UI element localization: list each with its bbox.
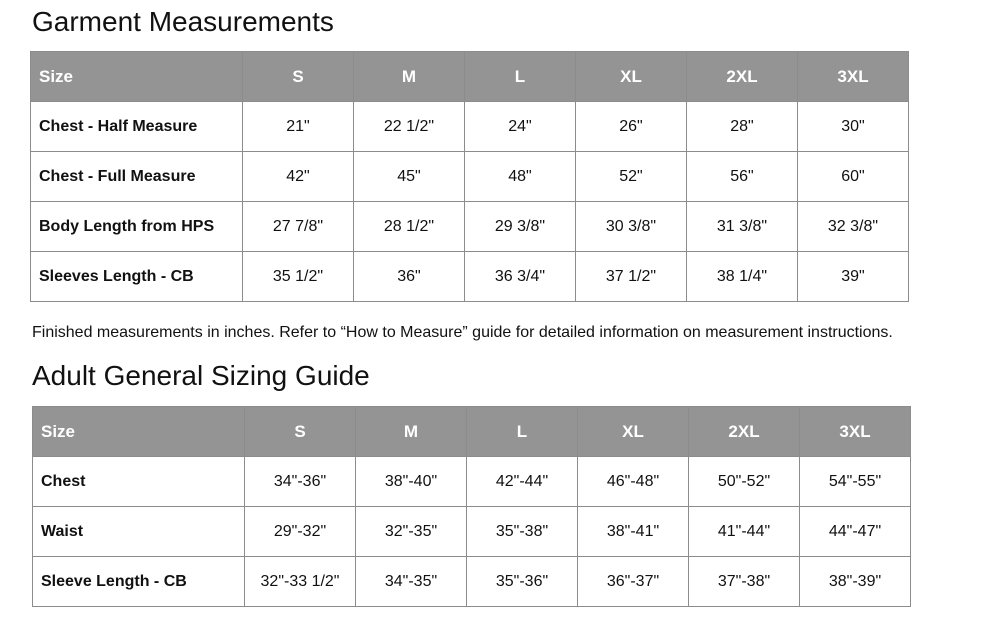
table-cell: 39" xyxy=(798,252,909,302)
table-cell: 36" xyxy=(354,252,465,302)
table-cell: 35 1/2" xyxy=(243,252,354,302)
table-cell: 41"-44" xyxy=(689,507,800,557)
table-cell: 32"-35" xyxy=(356,507,467,557)
table-cell: 37"-38" xyxy=(689,557,800,607)
table-row xyxy=(33,507,911,557)
row-label: Sleeves Length - CB xyxy=(31,252,243,302)
header-cell-m: M xyxy=(354,52,465,102)
header-cell-size: Size xyxy=(31,52,243,102)
table-cell: 45" xyxy=(354,152,465,202)
table-cell: 38 1/4" xyxy=(687,252,798,302)
header-cell-xl: XL xyxy=(576,52,687,102)
table-cell: 26" xyxy=(576,102,687,152)
table-row xyxy=(31,202,909,252)
table-cell: 35"-36" xyxy=(467,557,578,607)
header-cell-2xl: 2XL xyxy=(687,52,798,102)
garment-measurements-title: Garment Measurements xyxy=(32,6,334,37)
table-cell: 30" xyxy=(798,102,909,152)
table-row xyxy=(33,557,911,607)
table-row xyxy=(31,252,909,302)
table-cell: 50"-52" xyxy=(689,457,800,507)
sizing-guide-title: Adult General Sizing Guide xyxy=(32,360,370,391)
table-cell: 60" xyxy=(798,152,909,202)
table-cell: 22 1/2" xyxy=(354,102,465,152)
row-label: Chest - Full Measure xyxy=(31,152,243,202)
table-row xyxy=(31,102,909,152)
table-cell: 54"-55" xyxy=(800,457,911,507)
header-cell-3xl: 3XL xyxy=(800,407,911,457)
table-cell: 38"-41" xyxy=(578,507,689,557)
table-cell: 30 3/8" xyxy=(576,202,687,252)
header-cell-size: Size xyxy=(33,407,245,457)
table-cell: 29"-32" xyxy=(245,507,356,557)
table-cell: 28" xyxy=(687,102,798,152)
table-cell: 34"-35" xyxy=(356,557,467,607)
table-cell: 48" xyxy=(465,152,576,202)
table-cell: 21" xyxy=(243,102,354,152)
header-cell-s: S xyxy=(245,407,356,457)
table-cell: 56" xyxy=(687,152,798,202)
garment-measurements-table xyxy=(30,51,909,302)
header-cell-xl: XL xyxy=(578,407,689,457)
table-cell: 34"-36" xyxy=(245,457,356,507)
row-label: Waist xyxy=(33,507,245,557)
header-cell-2xl: 2XL xyxy=(689,407,800,457)
row-label: Body Length from HPS xyxy=(31,202,243,252)
table-cell: 37 1/2" xyxy=(576,252,687,302)
table-cell: 32 3/8" xyxy=(798,202,909,252)
table-cell: 42"-44" xyxy=(467,457,578,507)
header-cell-s: S xyxy=(243,52,354,102)
table-cell: 27 7/8" xyxy=(243,202,354,252)
table-cell: 38"-39" xyxy=(800,557,911,607)
table-cell: 29 3/8" xyxy=(465,202,576,252)
row-label: Sleeve Length - CB xyxy=(33,557,245,607)
measurement-note: Finished measurements in inches. Refer to “How to Measure” guide for detailed information on measurement instructions. xyxy=(32,324,893,341)
header-cell-3xl: 3XL xyxy=(798,52,909,102)
table-cell: 42" xyxy=(243,152,354,202)
row-label: Chest xyxy=(33,457,245,507)
header-cell-l: L xyxy=(467,407,578,457)
table-cell: 52" xyxy=(576,152,687,202)
table-header-row xyxy=(33,407,911,457)
row-label: Chest - Half Measure xyxy=(31,102,243,152)
table-cell: 38"-40" xyxy=(356,457,467,507)
table-cell: 24" xyxy=(465,102,576,152)
table-row xyxy=(33,457,911,507)
table-cell: 46"-48" xyxy=(578,457,689,507)
sizing-guide-table xyxy=(32,406,911,607)
header-cell-l: L xyxy=(465,52,576,102)
table-row xyxy=(31,152,909,202)
table-cell: 35"-38" xyxy=(467,507,578,557)
table-header-row xyxy=(31,52,909,102)
table-cell: 36 3/4" xyxy=(465,252,576,302)
table-cell: 28 1/2" xyxy=(354,202,465,252)
table-cell: 31 3/8" xyxy=(687,202,798,252)
table-cell: 32"-33 1/2" xyxy=(245,557,356,607)
table-cell: 36"-37" xyxy=(578,557,689,607)
table-cell: 44"-47" xyxy=(800,507,911,557)
header-cell-m: M xyxy=(356,407,467,457)
